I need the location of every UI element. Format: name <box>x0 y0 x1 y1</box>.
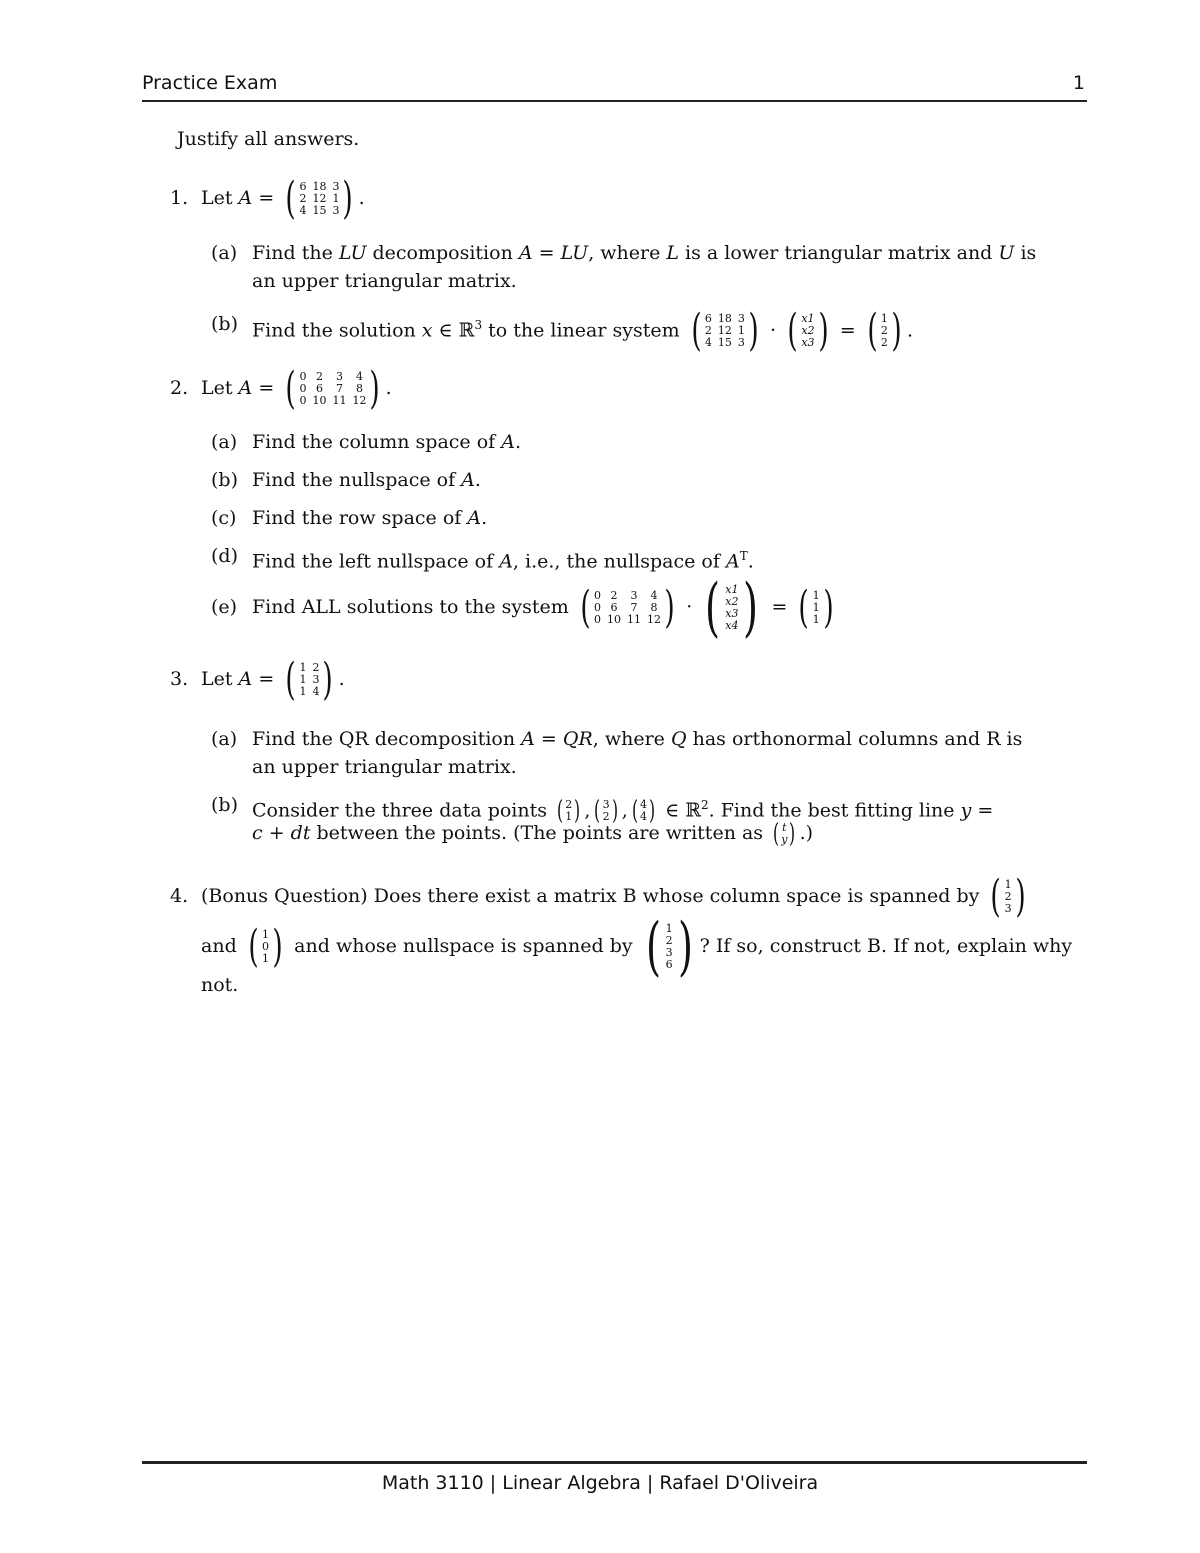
vector-entry: 3 <box>602 798 610 812</box>
q2-number: 2. <box>170 377 189 399</box>
q1b-rhs: ( 1 2 2 ) <box>867 305 902 357</box>
q4-vector-1: ( 1 2 3 ) <box>990 871 1026 922</box>
q3-matrix: ( 1 2 1 3 1 4 ) <box>285 654 334 705</box>
q2-matrix: ( 0 2 3 4 0 6 7 8 0 10 11 12 ) <box>285 363 381 414</box>
matrix-entry: 3 <box>335 370 343 383</box>
matrix-entry: 12 <box>352 394 367 407</box>
matrix-entry: 2 <box>315 370 323 383</box>
q1-matrix-grid <box>299 181 339 217</box>
matrix-entry: 4 <box>650 589 658 602</box>
matrix-entry: 2 <box>312 661 320 674</box>
q3-statement: Let A = ( 1 2 1 3 1 4 ) . <box>201 654 345 705</box>
matrix-entry: 7 <box>630 601 638 614</box>
vector-entry: 2 <box>665 934 673 947</box>
matrix-entry: 1 <box>332 192 340 205</box>
q3b-ty-vector: ( t y ) <box>773 819 796 849</box>
vector-entry: x2 <box>801 324 815 338</box>
q3b-text-line2: c + dt between the points. (The points are written as ( t y ) .) <box>252 819 814 849</box>
q1a-text-line2: an upper triangular matrix. <box>252 270 517 292</box>
intro-text: Justify all answers. <box>177 128 360 150</box>
q3b-point-2: ( 3 2 ) <box>594 796 618 827</box>
vector-entry: 1 <box>812 613 820 626</box>
q3a-text-line2: an upper triangular matrix. <box>252 756 517 778</box>
vector-entry: 3 <box>665 946 673 959</box>
matrix-entry: 6 <box>704 312 712 326</box>
vector-entry: 2 <box>880 324 888 338</box>
q2e-vars: ( x1 x2 x3 x4 ) <box>705 571 759 645</box>
matrix-entry: 4 <box>704 336 712 350</box>
q2a-label: (a) <box>211 431 238 453</box>
matrix-entry: 4 <box>355 370 363 383</box>
vector-entry: 2 <box>880 336 888 350</box>
q1-statement: Let A = ( 6 18 3 2 12 1 4 15 3 ) . <box>201 173 365 224</box>
matrix-entry: 3 <box>312 673 320 686</box>
vector-entry: 2 <box>565 798 573 812</box>
matrix-entry: 7 <box>335 382 343 395</box>
q4-number: 4. <box>170 885 189 907</box>
vector-entry: 1 <box>812 601 820 614</box>
matrix-entry: 1 <box>737 324 745 338</box>
vector-entry: 4 <box>639 798 647 812</box>
q2-statement: Let A = ( 0 2 3 4 0 6 7 8 0 10 11 12 ) . <box>201 363 392 414</box>
matrix-entry: 0 <box>299 382 307 395</box>
matrix-entry: 4 <box>312 685 320 698</box>
q3a-label: (a) <box>211 728 238 750</box>
vector-entry: t <box>782 821 787 834</box>
q1-matrix: ( 6 18 3 2 12 1 4 15 3 ) <box>285 173 354 224</box>
footer-divider <box>142 1461 1087 1464</box>
matrix-entry: 11 <box>332 394 347 407</box>
matrix-entry: 8 <box>355 382 363 395</box>
vector-entry: 6 <box>665 958 673 971</box>
matrix-entry: 12 <box>717 324 732 338</box>
page-header <box>142 68 1087 102</box>
matrix-entry: 11 <box>627 613 641 626</box>
q3b-text: Consider the three data points ( 2 1 ) , ( 3 2 ) , ( 4 4 ) ∈ ℝ$^2$. Find the best fitting line y = <box>252 796 994 827</box>
vector-entry: x1 <box>801 312 815 326</box>
matrix-entry: 10 <box>312 394 327 407</box>
vector-entry: 1 <box>565 810 573 824</box>
q4-text: (Bonus Question) Does there exist a matrix B whose column space is spanned by ( 1 2 3 ) <box>201 871 1031 921</box>
vector-entry: 1 <box>812 589 820 602</box>
vector-entry: 1 <box>261 952 269 965</box>
matrix-entry: 1 <box>299 685 307 698</box>
vector-entry: 1 <box>261 928 269 941</box>
q4-vector-2: ( 1 0 1 ) <box>248 921 283 972</box>
q2e-matrix: ( 0 2 3 4 0 6 7 8 0 10 11 12 ) <box>580 582 675 633</box>
matrix-entry: 2 <box>299 192 307 205</box>
vector-entry: 4 <box>639 810 647 824</box>
q3b-point-3: ( 4 4 ) <box>631 796 656 827</box>
vector-entry: x2 <box>725 595 739 608</box>
q3-number: 3. <box>170 668 189 690</box>
vector-entry: 1 <box>665 922 673 935</box>
vector-entry: 1 <box>880 312 888 326</box>
matrix-entry: 0 <box>594 613 601 626</box>
matrix-entry: 2 <box>704 324 712 338</box>
page-number: 1 <box>1072 72 1085 94</box>
matrix-entry: 18 <box>312 180 327 193</box>
matrix-entry: 6 <box>610 601 618 614</box>
matrix-entry: 12 <box>647 613 661 626</box>
matrix-entry: 0 <box>594 601 601 614</box>
q3b-label: (b) <box>211 794 238 816</box>
matrix-entry: 4 <box>299 204 307 217</box>
vector-entry: 0 <box>261 940 269 953</box>
header-title: Practice Exam <box>142 72 278 94</box>
q1b-vars: ( x1 x2 x3 ) <box>787 305 829 357</box>
q1-number: 1. <box>170 187 189 209</box>
q2b-label: (b) <box>211 469 238 491</box>
q2d-text: Find the left nullspace of A, i.e., the nullspace of $A^T$. <box>252 549 754 573</box>
q3b-point-1: ( 2 1 ) <box>557 796 581 827</box>
q1b-label: (b) <box>211 313 238 335</box>
matrix-entry: 3 <box>332 180 340 193</box>
q1b-matrix: ( 6 18 3 2 12 1 4 15 3 ) <box>691 305 759 357</box>
matrix-entry: 15 <box>312 204 327 217</box>
matrix-entry: 0 <box>594 589 601 602</box>
q4-text-line3: not. <box>201 974 239 996</box>
vector-entry: 2 <box>602 810 610 824</box>
q2c-text: Find the row space of A. <box>252 507 488 529</box>
q2b-text: Find the nullspace of A. <box>252 469 481 491</box>
matrix-entry: 18 <box>717 312 732 326</box>
matrix-entry: 2 <box>610 589 618 602</box>
matrix-entry: 3 <box>332 204 340 217</box>
matrix-entry: 10 <box>607 613 621 626</box>
vector-entry: 1 <box>1004 878 1012 891</box>
q4-vector-3: ( 1 2 3 6 ) <box>645 910 693 984</box>
q4-text-line2: and ( 1 0 1 ) and whose nullspace is spanned by ( 1 2 3 6 ) ? If so, construct B. If not, explain why <box>201 910 1073 984</box>
matrix-entry: 8 <box>650 601 658 614</box>
matrix-entry: 1 <box>299 661 307 674</box>
matrix-entry: 0 <box>299 370 307 383</box>
vector-entry: 3 <box>1004 902 1012 915</box>
q2e-label: (e) <box>211 596 238 618</box>
matrix-entry: 0 <box>299 394 307 407</box>
matrix-entry: 3 <box>737 312 745 326</box>
matrix-entry: 15 <box>717 336 732 350</box>
q2e-text: Find ALL solutions to the system ( 0 2 3 4 0 6 7 8 0 10 11 12 ) · ( x1 x2 x3 x4 ) = ( 1 1 1 ) <box>252 574 839 640</box>
q2d-label: (d) <box>211 545 238 567</box>
q1b-text: Find the solution x ∈ ℝ$^3$ to the linear system ( 6 18 3 2 12 1 4 15 3 ) · ( x1 x2 x3 ) = ( 1 2 2 ) . <box>252 305 914 357</box>
page-footer: Math 3110 | Linear Algebra | Rafael D'Oliveira <box>381 1472 819 1494</box>
vector-entry: 2 <box>1004 890 1012 903</box>
matrix-entry: 6 <box>315 382 323 395</box>
matrix-entry: 6 <box>299 180 307 193</box>
q2a-text: Find the column space of A. <box>252 431 521 453</box>
matrix-entry: 3 <box>737 336 745 350</box>
vector-entry: x3 <box>801 336 815 350</box>
q1a-text: Find the LU decomposition A = LU, where L is a lower triangular matrix and U is <box>252 242 1037 264</box>
q3a-text: Find the QR decomposition A = QR, where Q has orthonormal columns and R is <box>252 728 1023 750</box>
vector-entry: x3 <box>725 607 739 620</box>
q1a-label: (a) <box>211 242 238 264</box>
vector-entry: x4 <box>725 619 739 632</box>
matrix-entry: 1 <box>299 673 307 686</box>
vector-entry: y <box>781 833 788 846</box>
q2c-label: (c) <box>211 507 237 529</box>
vector-entry: x1 <box>725 583 739 596</box>
q2e-rhs: ( 1 1 1 ) <box>798 582 834 633</box>
matrix-entry: 12 <box>312 192 327 205</box>
matrix-entry: 3 <box>630 589 638 602</box>
